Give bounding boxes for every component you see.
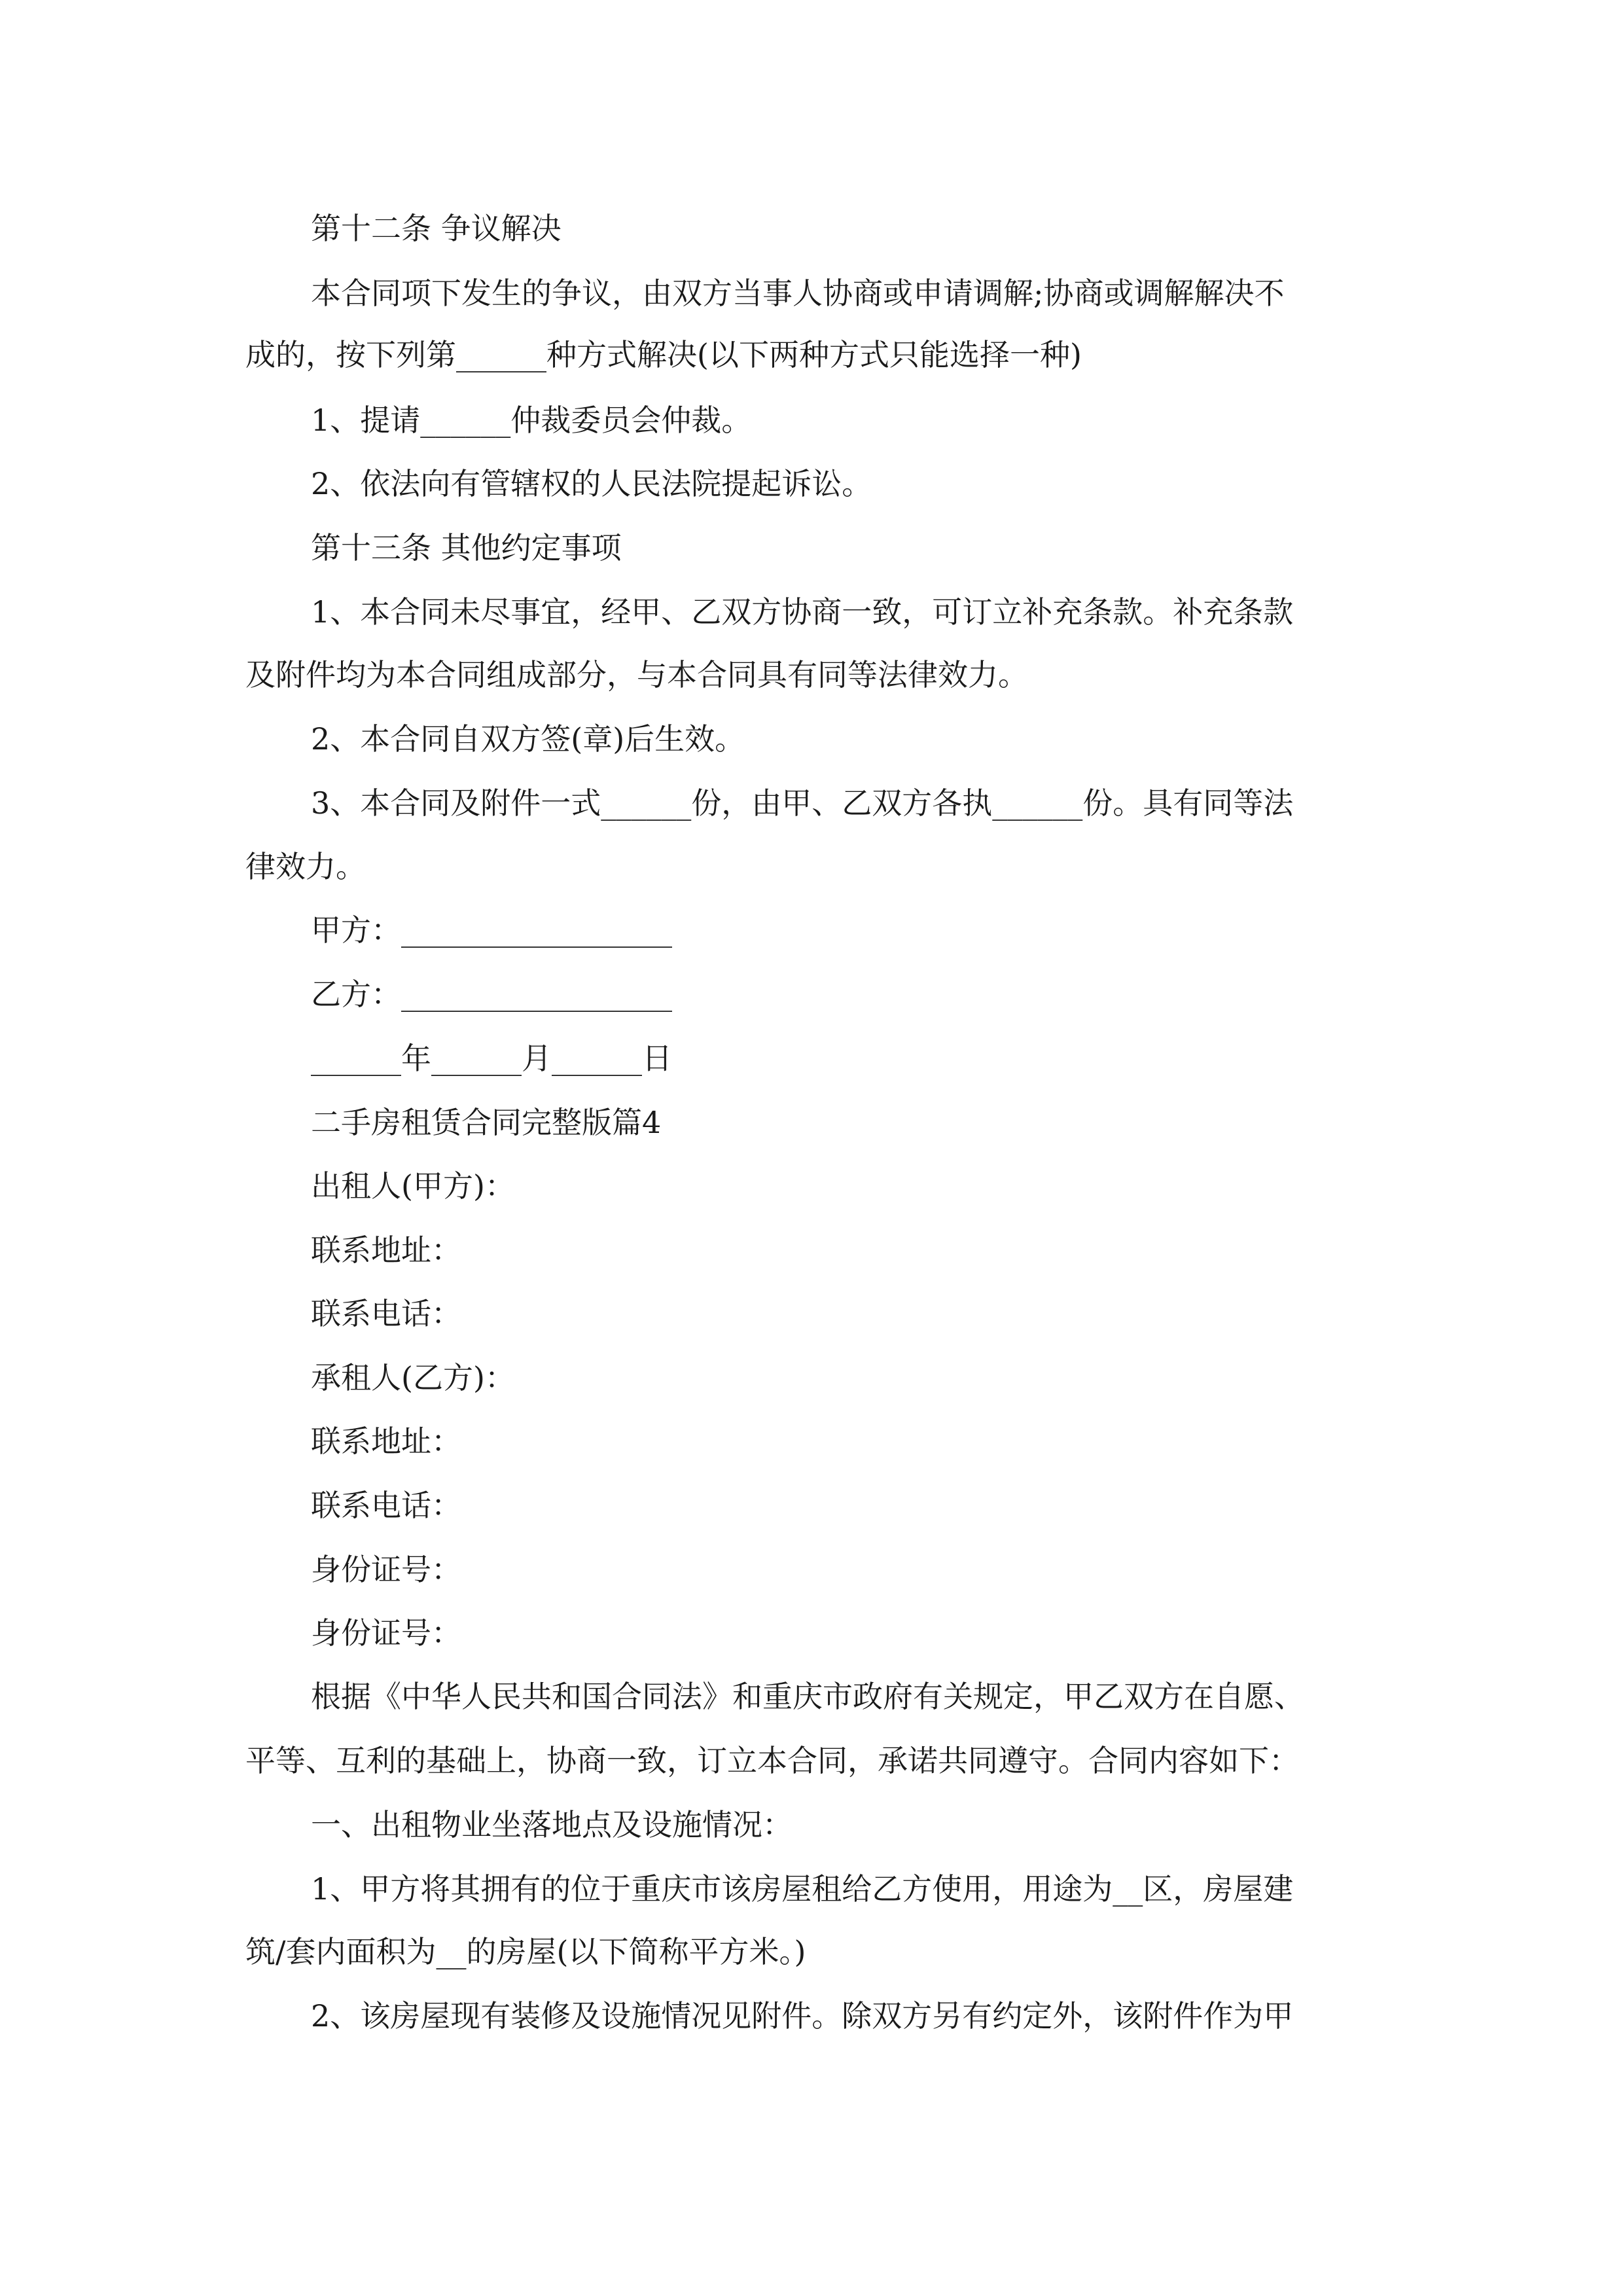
id-number-label-1: 身份证号：	[311, 1552, 461, 1587]
litigation-option: 2、依法向有管辖权的人民法院提起诉讼。	[311, 466, 872, 501]
article-13-item-3-line-2: 律效力。	[245, 849, 366, 884]
article-13-item-1-line-2: 及附件均为本合同组成部分，与本合同具有同等法律效力。	[245, 657, 1028, 692]
preamble-line-1: 根据《中华人民共和国合同法》和重庆市政府有关规定，甲乙双方在自愿、	[311, 1679, 1304, 1714]
section-1-item-1-line-1: 1、甲方将其拥有的位于重庆市该房屋租给乙方使用，用途为__区，房屋建	[311, 1871, 1294, 1907]
article-12-body-line-1: 本合同项下发生的争议，由双方当事人协商或申请调解;协商或调解解决不	[311, 276, 1285, 311]
article-13-item-1-line-1: 1、本合同未尽事宜，经甲、乙双方协商一致，可订立补充条款。补充条款	[311, 594, 1294, 630]
party-a-signature: 甲方：__________________	[311, 912, 672, 948]
section-1-item-2-line-1: 2、该房屋现有装修及设施情况见附件。除双方另有约定外，该附件作为甲	[311, 1998, 1294, 2034]
section-1-heading: 一、出租物业坐落地点及设施情况：	[311, 1807, 793, 1842]
article-13-item-3-line-1: 3、本合同及附件一式______份，由甲、乙双方各执______份。具有同等法	[311, 785, 1294, 821]
lessor-phone-label: 联系电话：	[311, 1296, 461, 1331]
article-12-heading: 第十二条 争议解决	[311, 211, 562, 246]
lessor-label: 出租人(甲方)：	[311, 1168, 515, 1204]
arbitration-option: 1、提请______仲裁委员会仲裁。	[311, 403, 752, 438]
preamble-line-2: 平等、互利的基础上，协商一致，订立本合同，承诺共同遵守。合同内容如下：	[245, 1743, 1299, 1778]
party-b-signature: 乙方：__________________	[311, 977, 672, 1012]
lessee-label: 承租人(乙方)：	[311, 1360, 515, 1395]
section-1-item-1-line-2: 筑/套内面积为__的房屋(以下简称平方米。)	[245, 1934, 806, 1969]
contract-4-title: 二手房租赁合同完整版篇4	[311, 1105, 662, 1140]
article-12-body-line-2: 成的，按下列第______种方式解决(以下两种方式只能选择一种)	[245, 337, 1082, 372]
lessee-address-label: 联系地址：	[311, 1424, 461, 1459]
article-13-item-2: 2、本合同自双方签(章)后生效。	[311, 721, 745, 757]
lessor-address-label: 联系地址：	[311, 1232, 461, 1268]
date-line: ______年______月______日	[311, 1041, 672, 1076]
lessee-phone-label: 联系电话：	[311, 1488, 461, 1523]
id-number-label-2: 身份证号：	[311, 1615, 461, 1651]
article-13-heading: 第十三条 其他约定事项	[311, 530, 622, 565]
